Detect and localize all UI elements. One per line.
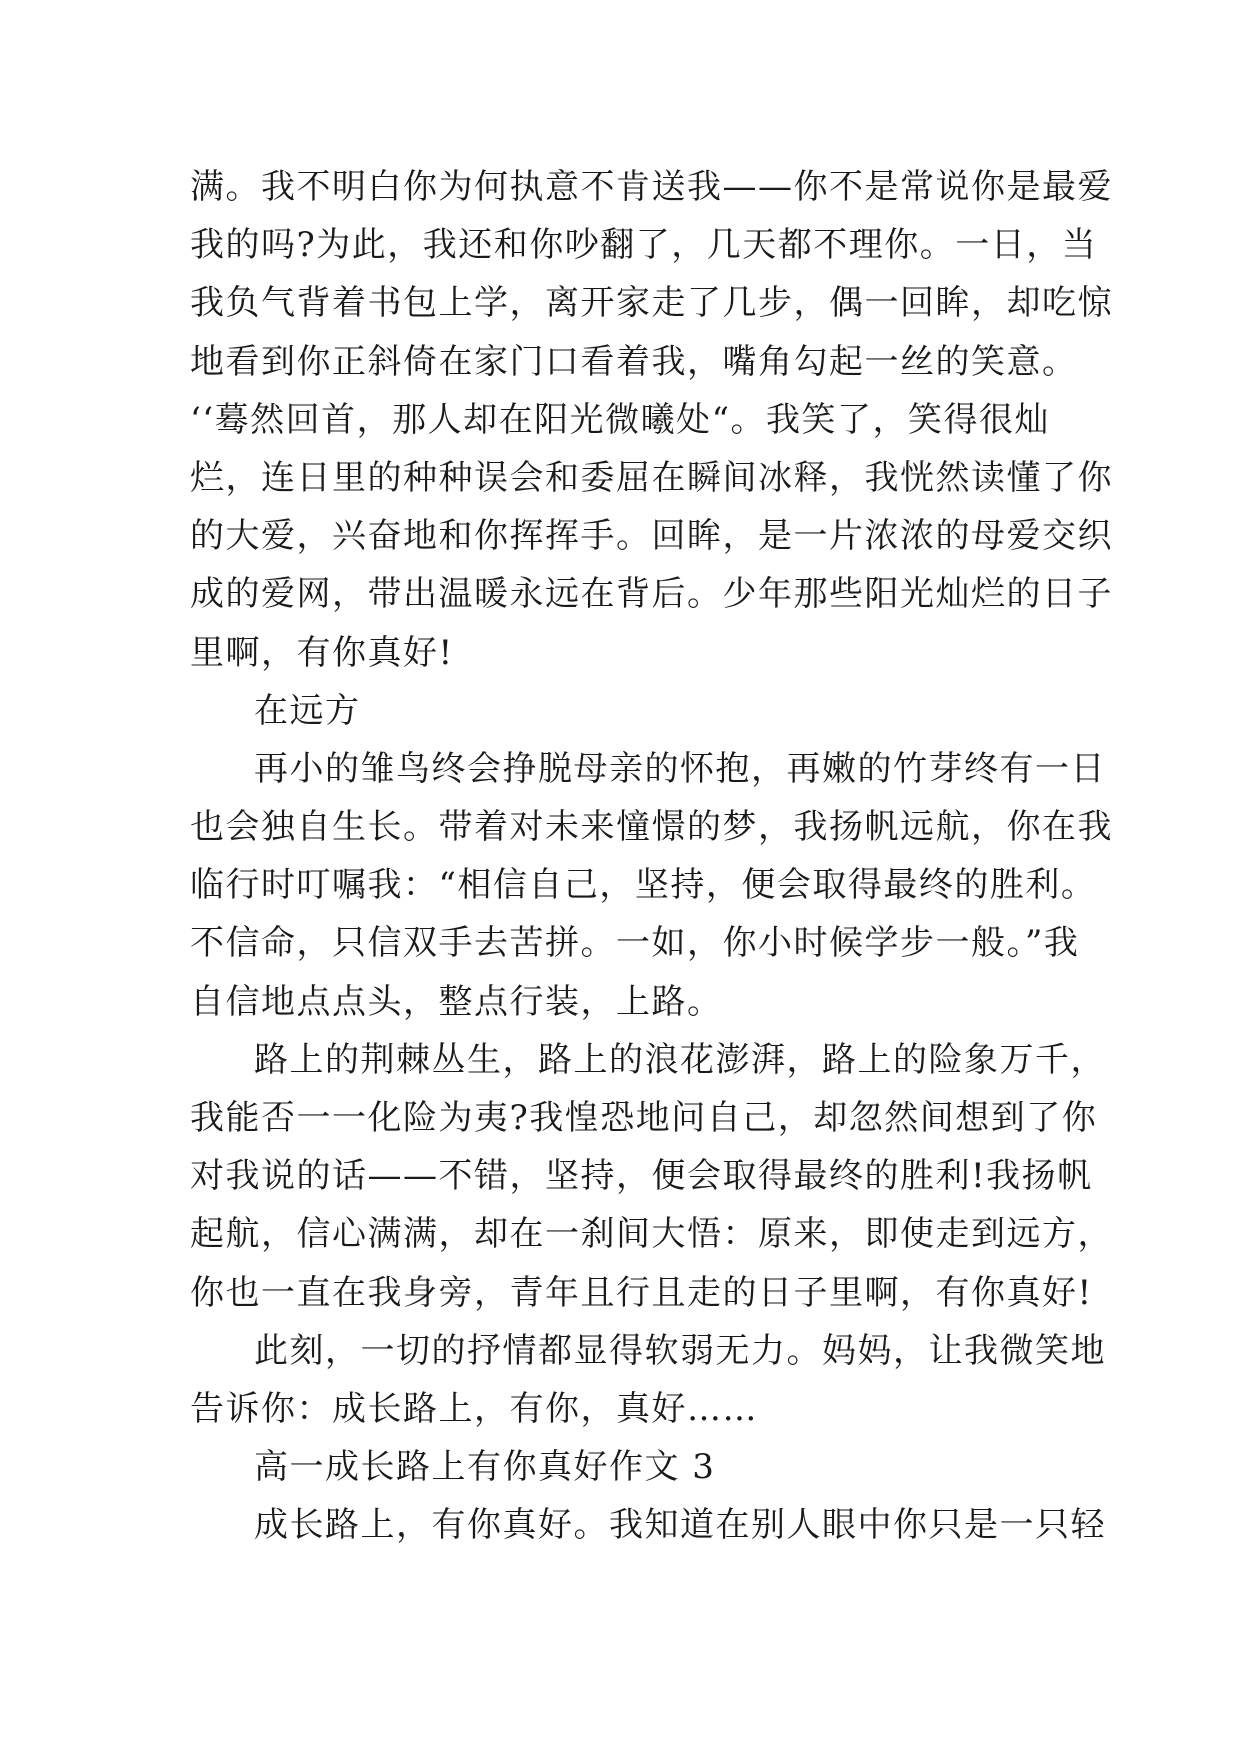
text-line: 烂，连日里的种种误会和委屈在瞬间冰释，我恍然读懂了你 (190, 457, 1113, 498)
text-line: 地看到你正斜倚在家门口看着我，嘴角勾起一丝的笑意。 (190, 341, 1078, 382)
text-line: 我负气背着书包上学，离开家走了几步，偶一回眸，却吃惊 (190, 283, 1113, 324)
text-line: ‘‘蓦然回首，那人却在阳光微曦处“。我笑了，笑得很灿 (190, 399, 1050, 440)
text-line: 不信命，只信双手去苦拼。一如，你小时候学步一般。”我 (190, 923, 1080, 964)
text-line: 你也一直在我身旁，青年且行且走的日子里啊，有你真好! (190, 1272, 1093, 1313)
text-line: 起航，信心满满，却在一刹间大悟：原来，即使走到远方， (190, 1214, 1113, 1255)
article-body (190, 158, 1113, 1555)
text-line: 我能否一一化险为夷?我惶恐地问自己，却忽然间想到了你 (190, 1098, 1098, 1138)
text-line: 路上的荆棘丛生，路上的浪花澎湃，路上的险象万千， (254, 1039, 1106, 1080)
text-line: 临行时叮嘱我：“相信自己，坚持，便会取得最终的胜利。 (190, 865, 1097, 906)
text-line: 里啊，有你真好! (190, 632, 454, 673)
text-line: 也会独自生长。带着对未来憧憬的梦，我扬帆远航，你在我 (190, 807, 1113, 848)
text-line: 告诉你：成长路上，有你，真好…… (190, 1388, 758, 1429)
text-line: 的大爱，兴奋地和你挥挥手。回眸，是一片浓浓的母爱交织 (190, 516, 1113, 557)
text-line: 成长路上，有你真好。我知道在别人眼中你只是一只轻 (254, 1505, 1106, 1546)
text-line: 在远方 (254, 690, 361, 731)
text-line: 高一成长路上有你真好作文 3 (254, 1447, 716, 1488)
text-line: 再小的雏鸟终会挣脱母亲的怀抱，再嫩的竹芽终有一日 (254, 748, 1106, 789)
text-line: 此刻，一切的抒情都显得软弱无力。妈妈，让我微笑地 (254, 1330, 1106, 1371)
text-line: 自信地点点头，整点行装，上路。 (190, 981, 723, 1022)
text-line: 满。我不明白你为何执意不肯送我——你不是常说你是最爱 (190, 167, 1113, 207)
text-line: 我的吗?为此，我还和你吵翻了，几天都不理你。一日，当 (190, 225, 1098, 266)
text-line: 对我说的话——不错，坚持，便会取得最终的胜利!我扬帆 (190, 1156, 1093, 1197)
text-line: 成的爱网，带出温暖永远在背后。少年那些阳光灿烂的日子 (190, 574, 1113, 615)
